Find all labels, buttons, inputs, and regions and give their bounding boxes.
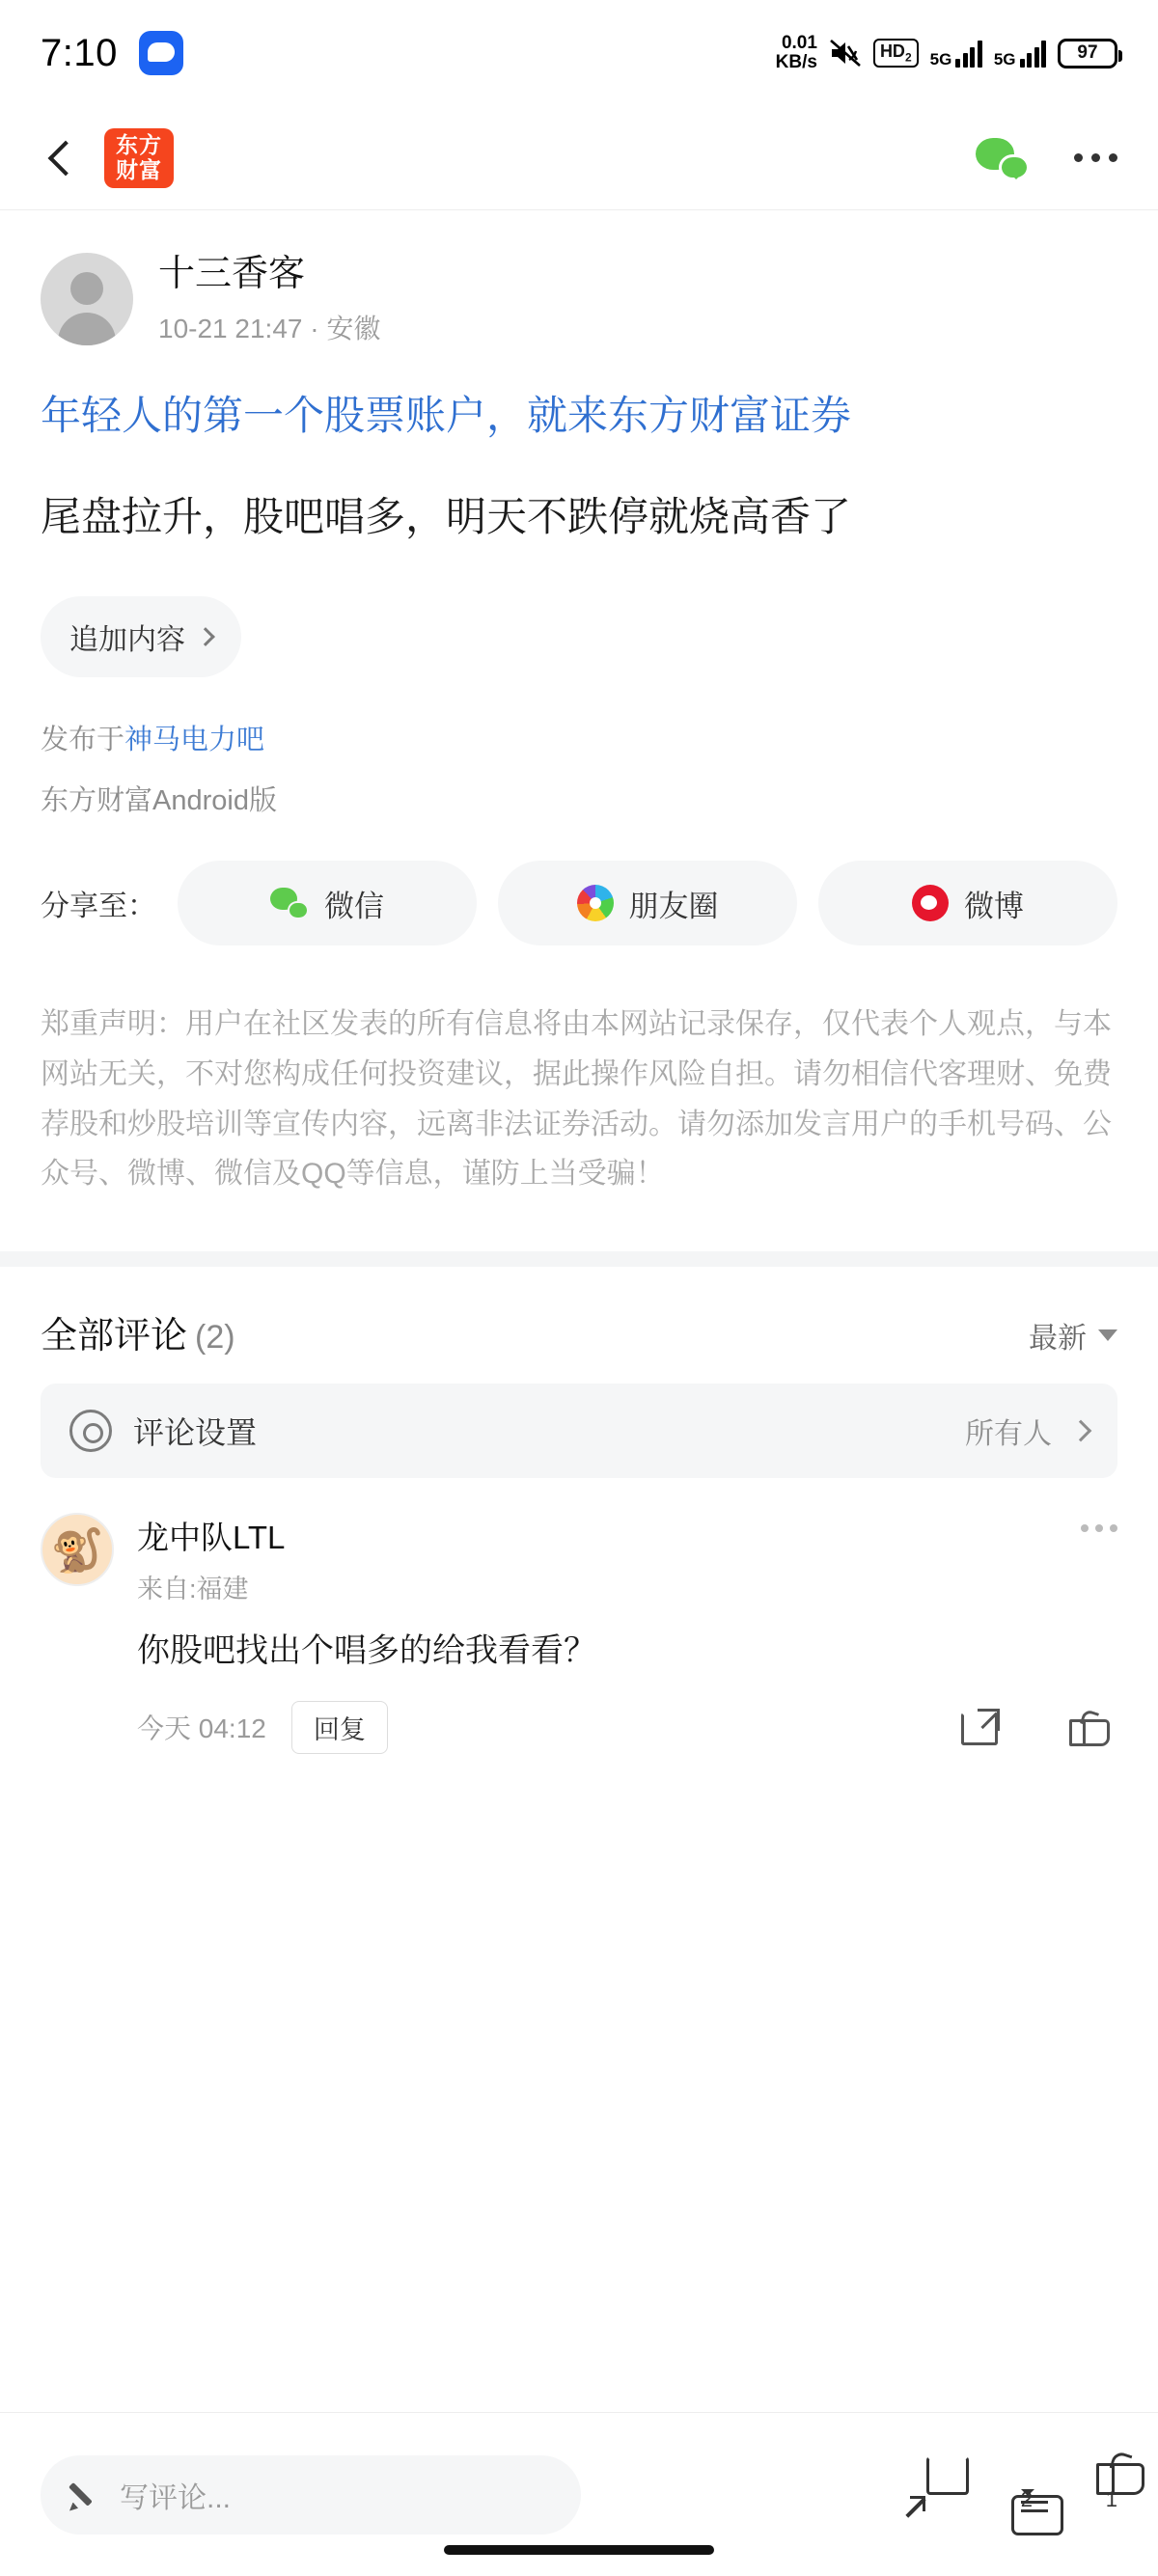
comment-footer bbox=[137, 1701, 1117, 1754]
weibo-icon bbox=[912, 885, 949, 921]
author-name: 十三香客 bbox=[158, 254, 306, 294]
share-wechat-label: 微信 bbox=[324, 889, 384, 923]
pencil-icon bbox=[69, 2479, 102, 2511]
signal-bars-icon-2 bbox=[1020, 39, 1047, 68]
comments-sort-button[interactable] bbox=[1029, 1314, 1117, 1357]
comment-time: 今天 04:12 bbox=[137, 1713, 266, 1744]
share-weibo-label: 微博 bbox=[964, 889, 1024, 923]
signal-group-1 bbox=[930, 39, 982, 68]
status-time: 7:10 bbox=[41, 31, 118, 74]
avatar[interactable]: 🐒 bbox=[41, 1513, 114, 1586]
disclaimer-text: 郑重声明：用户在社区发表的所有信息将由本网站记录保存，仅代表个人观点，与本网站无关，不对您构成任何投资建议，据此操作风险自担。请勿相信代客理财、免费荐股和炒股培训等宣传内容，远离非法证券活动。请勿添加发言用户的手机号码、公众号、微博、微信及QQ等信息，谨防上当受骗！ bbox=[41, 1008, 1112, 1191]
comment-more-icon[interactable] bbox=[1081, 1513, 1117, 1532]
network-type-1: 5G bbox=[929, 50, 952, 69]
chevron-right-icon bbox=[196, 627, 215, 646]
network-speed-unit: KB/s bbox=[775, 52, 817, 72]
chat-app-icon bbox=[139, 31, 183, 75]
comments-sort-label: 最新 bbox=[1029, 1322, 1087, 1355]
gear-icon bbox=[69, 1410, 112, 1452]
brand-line-2: 财富 bbox=[116, 156, 162, 182]
comment-settings-value: 所有人 bbox=[965, 1417, 1052, 1450]
comment-author-block bbox=[137, 1513, 285, 1605]
back-arrow-icon[interactable] bbox=[41, 137, 83, 179]
section-divider bbox=[0, 1251, 1158, 1267]
share-label: 分享至： bbox=[41, 891, 156, 923]
comment-count: 2 bbox=[1020, 2486, 1033, 2511]
avatar[interactable] bbox=[41, 253, 133, 345]
wechat-icon bbox=[270, 887, 309, 919]
append-content-label: 追加内容 bbox=[69, 624, 185, 657]
chevron-down-icon bbox=[1098, 1329, 1117, 1341]
comment-author-name[interactable]: 龙中队LTL bbox=[137, 1519, 286, 1555]
post-title[interactable]: 年轻人的第一个股票账户，就来东方财富证券 bbox=[41, 393, 852, 439]
brand-logo[interactable] bbox=[104, 128, 174, 188]
home-indicator bbox=[444, 2545, 714, 2555]
mute-icon bbox=[829, 39, 862, 68]
post-container bbox=[0, 210, 1158, 1251]
comment-settings-label: 评论设置 bbox=[133, 1414, 258, 1450]
write-comment-placeholder: 写评论... bbox=[120, 2481, 232, 2514]
hd-voice-icon bbox=[873, 39, 919, 69]
network-type-2: 5G bbox=[993, 50, 1016, 69]
thumbs-up-icon[interactable] bbox=[1069, 1708, 1108, 1746]
status-bar bbox=[0, 0, 1158, 106]
share-row bbox=[41, 861, 1117, 945]
battery-level: 97 bbox=[1077, 42, 1098, 63]
share-weibo-button[interactable] bbox=[818, 861, 1117, 945]
publish-line bbox=[41, 718, 1117, 757]
comment-settings-row[interactable] bbox=[41, 1384, 1117, 1478]
post-meta: 10-21 21:47 · 安徽 bbox=[158, 314, 381, 344]
comment-actions bbox=[961, 1708, 1117, 1746]
nav-bar bbox=[0, 106, 1158, 210]
network-speed-value: 0.01 bbox=[781, 33, 817, 54]
source-line: 东方财富Android版 bbox=[41, 785, 277, 817]
comment-text: 你股吧找出个唱多的给我看看？ bbox=[137, 1631, 596, 1669]
share-moments-label: 朋友圈 bbox=[628, 889, 719, 923]
wechat-icon[interactable] bbox=[976, 136, 1030, 180]
comment-location: 来自:福建 bbox=[137, 1574, 249, 1603]
write-comment-input[interactable] bbox=[41, 2455, 581, 2535]
author-row[interactable] bbox=[41, 210, 1117, 360]
like-count: 1 bbox=[1105, 2486, 1117, 2511]
nav-actions bbox=[976, 136, 1117, 180]
status-right-group bbox=[776, 34, 1117, 72]
signal-group-2 bbox=[994, 39, 1046, 68]
more-dots-icon[interactable] bbox=[1074, 153, 1117, 162]
share-icon[interactable] bbox=[961, 1709, 1000, 1745]
publish-prefix: 发布于 bbox=[41, 725, 125, 756]
hd-label: HD bbox=[879, 41, 905, 61]
moments-icon bbox=[577, 885, 614, 921]
share-wechat-button[interactable] bbox=[178, 861, 477, 945]
comments-count: (2) bbox=[195, 1318, 235, 1356]
comments-header bbox=[0, 1267, 1158, 1384]
publish-bar-link[interactable]: 神马电力吧 bbox=[124, 725, 265, 756]
chevron-right-icon bbox=[1070, 1419, 1092, 1441]
post-body: 尾盘拉升，股吧唱多，明天不跌停就烧高香了 bbox=[41, 494, 852, 540]
comments-title: 全部评论 bbox=[41, 1315, 188, 1357]
signal-bars-icon-1 bbox=[955, 39, 982, 68]
author-meta bbox=[158, 251, 380, 346]
comment-top-row bbox=[137, 1513, 1117, 1605]
reply-button[interactable]: 回复 bbox=[291, 1701, 388, 1754]
comment-body bbox=[137, 1513, 1117, 1754]
bottom-action-bar bbox=[0, 2412, 1158, 2576]
network-speed bbox=[776, 34, 817, 72]
append-content-button[interactable] bbox=[41, 596, 241, 677]
brand-line-1: 东方 bbox=[116, 132, 162, 158]
share-moments-button[interactable] bbox=[498, 861, 797, 945]
battery-icon bbox=[1058, 39, 1117, 69]
hd-sub: 2 bbox=[904, 50, 912, 65]
list-item bbox=[0, 1478, 1158, 1754]
